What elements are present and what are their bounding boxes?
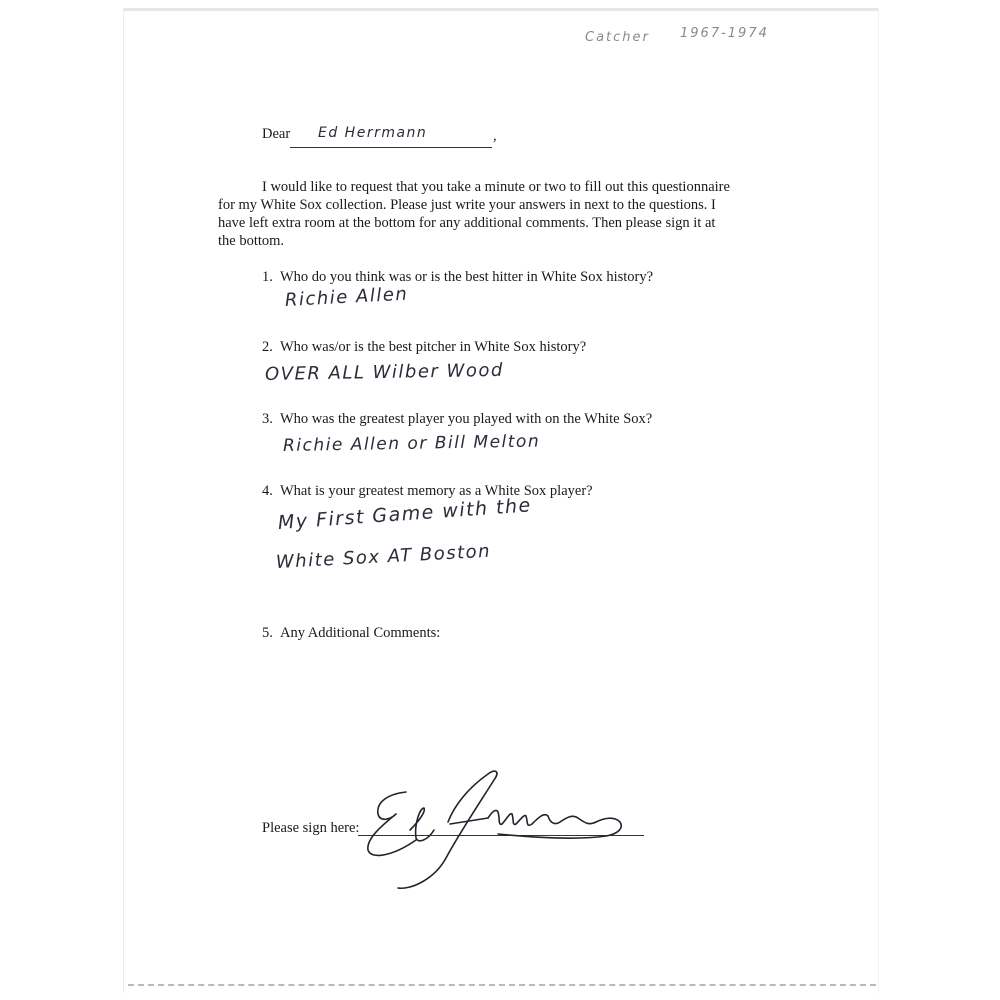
answer-4-line-1: My First Game with the [277, 494, 533, 534]
answer-1: Richie Allen [284, 283, 409, 311]
intro-line-1: I would like to request that you take a minute or two to fill out this questionnaire [262, 179, 730, 195]
answer-2: OVER ALL Wilber Wood [264, 359, 505, 385]
recipient-underline [290, 147, 492, 148]
salutation-dear: Dear [262, 126, 291, 142]
years-note: 1967-1974 [680, 26, 769, 41]
position-note: Catcher [585, 30, 650, 45]
recipient-name: Ed Herrmann [318, 125, 428, 141]
question-1-number: 1. [262, 269, 273, 285]
question-5-number: 5. [262, 625, 273, 641]
intro-line-4: the bottom. [218, 233, 285, 249]
salutation-comma: , [493, 128, 497, 144]
question-3-number: 3. [262, 411, 273, 427]
question-2-number: 2. [262, 339, 273, 355]
question-3-text: Who was the greatest player you played with on the White Sox? [280, 411, 653, 427]
question-4-number: 4. [262, 483, 273, 499]
signature-label: Please sign here: [262, 820, 360, 836]
intro-line-2: for my White Sox collection. Please just write your answers in next to the questions. I [218, 197, 716, 213]
question-5-text: Any Additional Comments: [280, 625, 441, 641]
intro-line-3: have left extra room at the bottom for any additional comments. Then please sign it at [218, 215, 716, 231]
answer-4-line-2: White Sox AT Boston [275, 540, 492, 573]
question-2-text: Who was/or is the best pitcher in White Sox history? [280, 339, 587, 355]
answer-3: Richie Allen or Bill Melton [282, 431, 541, 456]
page-bottom-edge [128, 984, 876, 986]
handwritten-signature [338, 762, 638, 892]
question-4-text: What is your greatest memory as a White Sox player? [280, 483, 593, 499]
question-1-text: Who do you think was or is the best hitter in White Sox history? [280, 269, 654, 285]
